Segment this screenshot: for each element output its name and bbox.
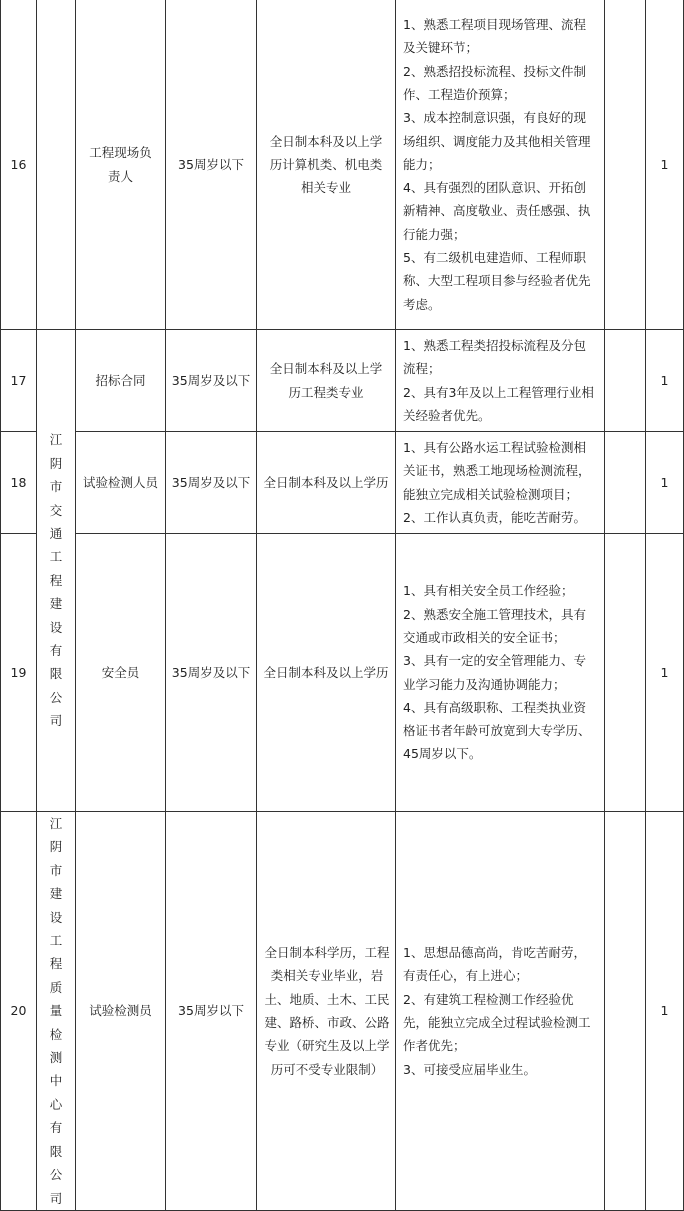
row-number: 16 xyxy=(1,0,37,330)
org-name xyxy=(37,330,76,812)
table-row xyxy=(1,812,684,1211)
education-requirement: 全日制本科及以上学历 xyxy=(257,432,396,534)
job-requirements xyxy=(396,330,605,432)
requirement-item: 4、具有强烈的团队意识、开拓创新精神、高度敬业、责任感强、执行能力强； xyxy=(403,180,591,242)
requirement-item: 1、熟悉工程类招投标流程及分包流程； xyxy=(403,337,586,377)
age-requirement: 35周岁以下 xyxy=(166,0,257,330)
hire-count: 1 xyxy=(646,330,684,432)
age-requirement: 35周岁及以下 xyxy=(166,330,257,432)
requirement-item: 3、可接受应届毕业生。 xyxy=(403,1061,536,1077)
education-requirement: 全日制本科及以上学历工程类专业 xyxy=(257,330,396,432)
position-name: 工程现场负责人 xyxy=(76,0,166,330)
job-requirements xyxy=(396,812,605,1211)
education-requirement: 全日制本科学历，工程类相关专业毕业，岩土、地质、土木、工民建、路桥、市政、公路专业（研究生及以上学历可不受专业限制） xyxy=(257,812,396,1211)
job-requirements xyxy=(396,0,605,330)
position-name: 招标合同 xyxy=(76,330,166,432)
requirement-item: 2、有建筑工程检测工作经验优先，能独立完成全过程试验检测工作者优先； xyxy=(403,991,591,1054)
age-requirement: 35周岁及以下 xyxy=(166,534,257,812)
blank-cell xyxy=(605,812,646,1211)
row-number: 19 xyxy=(1,534,37,812)
requirement-item: 5、有二级机电建造师、工程师职称、大型工程项目参与经验者优先考虑。 xyxy=(403,250,591,312)
requirement-item: 2、工作认真负责，能吃苦耐劳。 xyxy=(403,509,586,525)
table-row xyxy=(1,432,684,534)
blank-cell xyxy=(605,432,646,534)
requirement-item: 1、具有相关安全员工作经验； xyxy=(403,583,574,599)
requirement-item: 2、熟悉安全施工管理技术，具有交通或市政相关的安全证书； xyxy=(403,606,586,645)
table-row xyxy=(1,0,684,330)
hire-count: 1 xyxy=(646,432,684,534)
org-name xyxy=(37,812,76,1211)
hire-count: 1 xyxy=(646,812,684,1211)
position-name: 安全员 xyxy=(76,534,166,812)
hire-count: 1 xyxy=(646,0,684,330)
requirement-item: 2、具有3年及以上工程管理行业相关经验者优先。 xyxy=(403,384,594,423)
blank-cell xyxy=(605,0,646,330)
requirement-item: 2、熟悉招投标流程、投标文件制作、工程造价预算； xyxy=(403,63,586,102)
row-number: 20 xyxy=(1,812,37,1211)
row-number: 18 xyxy=(1,432,37,534)
requirement-item: 3、具有一定的安全管理能力、专业学习能力及沟通协调能力； xyxy=(403,653,586,692)
row-number: 17 xyxy=(1,330,37,432)
table-row xyxy=(1,534,684,812)
requirement-item: 1、思想品德高尚，肯吃苦耐劳，有责任心，有上进心； xyxy=(403,945,586,984)
age-requirement: 35周岁及以下 xyxy=(166,432,257,534)
org-name-text: 江阴市交通工程建设有限公司 xyxy=(49,432,63,729)
blank-cell xyxy=(605,534,646,812)
job-requirements xyxy=(396,432,605,534)
org-cell-blank xyxy=(37,0,76,330)
requirement-item: 4、具有高级职称、工程类执业资格证书者年龄可放宽到大专学历、45周岁以下。 xyxy=(403,699,591,762)
requirement-item: 1、熟悉工程项目现场管理、流程及关键环节； xyxy=(403,17,586,56)
job-requirements xyxy=(396,534,605,812)
requirement-item: 1、具有公路水运工程试验检测相关证书，熟悉工地现场检测流程，能独立完成相关试验检测项目； xyxy=(403,439,591,502)
table-row xyxy=(1,330,684,432)
position-name: 试验检测员 xyxy=(76,812,166,1211)
blank-cell xyxy=(605,330,646,432)
position-name: 试验检测人员 xyxy=(76,432,166,534)
org-name-text: 江阴市建设工程质量检测中心有限公司 xyxy=(49,816,63,1206)
hire-count: 1 xyxy=(646,534,684,812)
age-requirement: 35周岁以下 xyxy=(166,812,257,1211)
education-requirement: 全日制本科及以上学历 xyxy=(257,534,396,812)
requirement-item: 3、成本控制意识强，有良好的现场组织、调度能力及其他相关管理能力； xyxy=(403,110,591,172)
education-requirement: 全日制本科及以上学历计算机类、机电类相关专业 xyxy=(257,0,396,330)
